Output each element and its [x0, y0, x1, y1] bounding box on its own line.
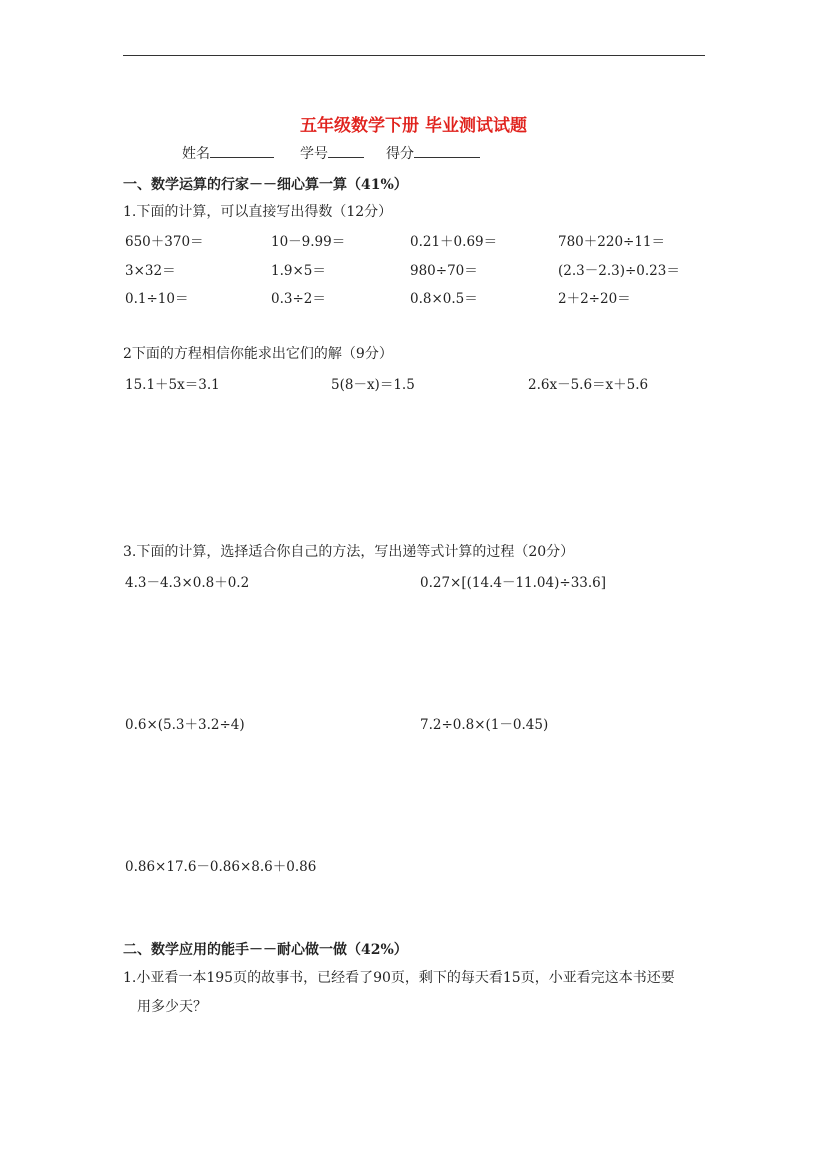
- q2-prompt: 2下面的方程相信你能求出它们的解（9分）: [123, 346, 393, 362]
- q1-item: 1.9×5＝: [271, 263, 326, 279]
- name-field: [182, 143, 274, 163]
- q2-item: 2.6x－5.6＝x＋5.6: [528, 377, 649, 393]
- q3-item: 7.2÷0.8×(1－0.45): [420, 717, 549, 733]
- q2-item: 15.1＋5x＝3.1: [125, 377, 220, 393]
- name-blank: [210, 143, 274, 158]
- q1-item: 780＋220÷11＝: [558, 234, 666, 250]
- q1-item: (2.3－2.3)÷0.23＝: [558, 263, 680, 279]
- q1-item: 3×32＝: [125, 263, 176, 279]
- student-id-label: 学号: [300, 146, 328, 162]
- q3-item: 0.6×(5.3＋3.2÷4): [125, 717, 245, 733]
- q3-item: 0.27×[(14.4－11.04)÷33.6]: [420, 575, 607, 591]
- q3-item: 0.86×17.6－0.86×8.6＋0.86: [125, 859, 317, 875]
- score-blank: [414, 143, 480, 158]
- q1-item: 2＋2÷20＝: [558, 291, 631, 307]
- s2-q1-line1: 1.小亚看一本195页的故事书，已经看了90页，剩下的每天看15页，小亚看完这本书还要: [123, 970, 675, 986]
- q1-prompt: 1.下面的计算，可以直接写出得数（12分）: [123, 204, 393, 220]
- section2-heading: 二、数学应用的能手－－耐心做一做（42%）: [123, 942, 408, 958]
- section1-heading: 一、数学运算的行家－－细心算一算（41%）: [123, 177, 408, 193]
- header-rule: [123, 55, 705, 56]
- page-title: 五年级数学下册 毕业测试试题: [300, 116, 527, 136]
- q2-item: 5(8－x)＝1.5: [331, 377, 415, 393]
- s2-q1-line2: 用多少天？: [137, 999, 207, 1015]
- q1-item: 0.1÷10＝: [125, 291, 189, 307]
- q1-item: 650＋370＝: [125, 234, 204, 250]
- q1-item: 0.21＋0.69＝: [410, 234, 498, 250]
- q3-prompt: 3.下面的计算，选择适合你自己的方法，写出递等式计算的过程（20分）: [123, 544, 575, 560]
- q1-item: 0.8×0.5＝: [410, 291, 478, 307]
- name-label: 姓名: [182, 146, 210, 162]
- student-id-blank: [328, 143, 364, 158]
- score-label: 得分: [386, 146, 414, 162]
- q1-item: 10－9.99＝: [271, 234, 346, 250]
- student-id-field: [300, 143, 364, 163]
- score-field: [386, 143, 480, 163]
- q3-item: 4.3－4.3×0.8＋0.2: [125, 575, 250, 591]
- q1-item: 0.3÷2＝: [271, 291, 326, 307]
- q1-item: 980÷70＝: [410, 263, 478, 279]
